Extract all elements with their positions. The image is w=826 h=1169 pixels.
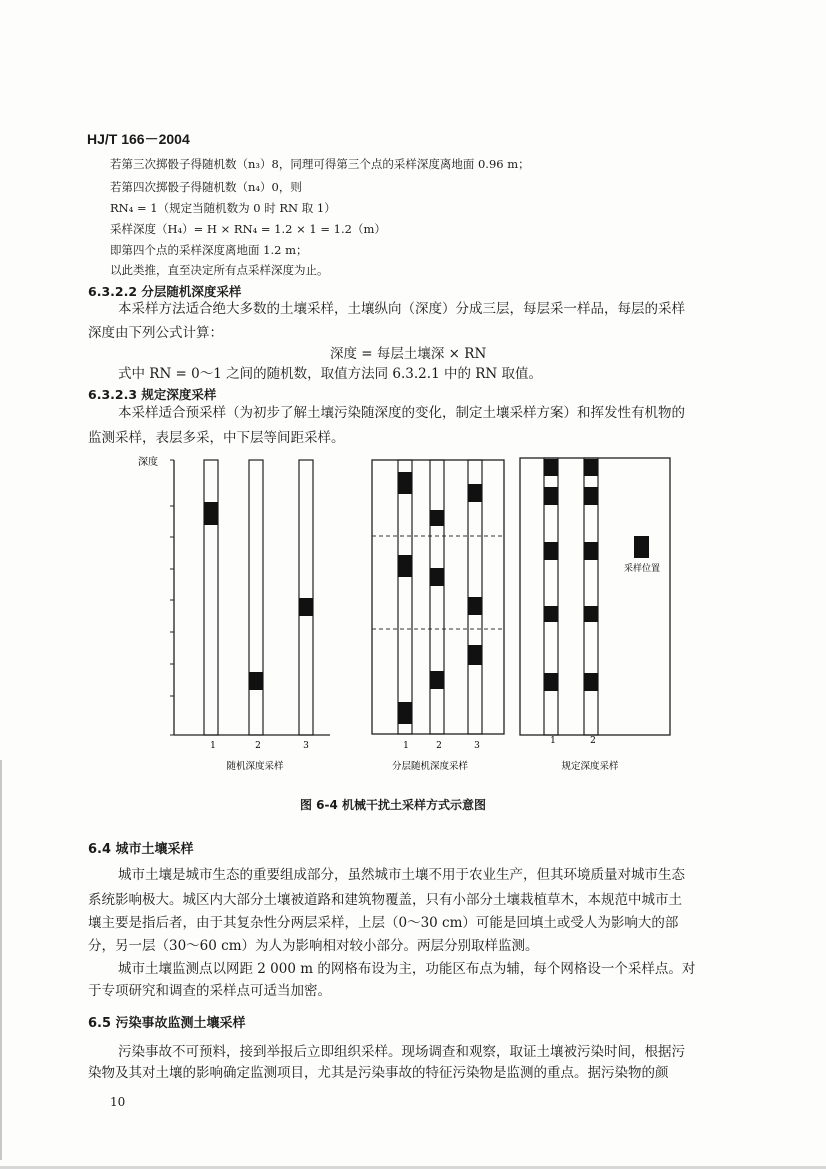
column-label: 3	[474, 741, 480, 751]
column-label: 1	[210, 741, 216, 751]
text-line: 以此类推，直至决定所有点采样深度为止。	[110, 263, 329, 277]
column-label: 2	[436, 741, 442, 751]
panel-label: 规定深度采样	[561, 761, 619, 772]
paragraph-line: 系统影响极大。城区内大部分土壤被道路和建筑物覆盖，只有小部分土壤栽植草木，本规范中城市土	[88, 892, 682, 908]
text-line: 若第三次掷骰子得随机数（n₃）8，同理可得第三个点的采样深度离地面 0.96 m；	[110, 157, 530, 171]
soil-column-1	[398, 460, 412, 734]
paragraph-line: 于专项研究和调查的采样点可适当加密。	[88, 983, 331, 999]
sample-marker	[204, 502, 218, 525]
sample-marker	[430, 510, 444, 526]
sample-marker	[544, 606, 558, 622]
sample-marker	[544, 673, 558, 691]
paragraph-line: 染物及其对土壤的影响确定监测项目，尤其是污染事故的特征污染物是监测的重点。据污染物的颜	[88, 1065, 669, 1081]
sample-marker	[584, 542, 598, 560]
column-label: 1	[403, 741, 409, 751]
text-line: 即第四个点的采样深度离地面 1.2 m；	[110, 243, 308, 257]
formula-note: 式中 RN = 0～1 之间的随机数，取值方法同 6.3.2.1 中的 RN 取值。	[118, 366, 543, 382]
text-line: RN₄ = 1（规定当随机数为 0 时 RN 取 1）	[110, 201, 336, 215]
section-heading-6322: 6.3.2.2 分层随机深度采样	[88, 284, 242, 299]
sample-marker	[398, 555, 412, 577]
legend-label: 采样位置	[623, 564, 661, 574]
column-label: 2	[590, 736, 596, 746]
panel-frame	[372, 460, 504, 734]
soil-column-3	[299, 460, 313, 735]
paragraph-line: 污染事故不可预料，接到举报后立即组织采样。现场调查和观察，取证土壤被污染时间，根据污	[118, 1044, 685, 1060]
section-heading-64: 6.4 城市土壤采样	[88, 842, 194, 857]
formula: 深度 = 每层土壤深 × RN	[330, 346, 487, 362]
panel-stratified-random	[372, 460, 504, 772]
figure-ylabel: 深度	[138, 457, 158, 468]
sample-marker	[468, 645, 482, 665]
paragraph-line: 城市土壤监测点以网距 2 000 m 的网格布设为主，功能区布点为辅，每个网格设一个采样点。对	[118, 961, 696, 977]
panel-random-depth	[170, 460, 330, 772]
paragraph-line: 深度由下列公式计算：	[88, 325, 223, 341]
paragraph-line: 本采样适合预采样（为初步了解土壤污染随深度的变化，制定土壤采样方案）和挥发性有机物的	[118, 405, 685, 421]
sample-marker	[430, 568, 444, 586]
figure-caption: 图 6-4 机械干扰土采样方式示意图	[300, 798, 487, 812]
sample-marker	[299, 598, 313, 616]
sample-marker	[468, 484, 482, 502]
sample-marker	[584, 487, 598, 505]
sample-marker	[544, 459, 558, 476]
sample-marker	[249, 672, 263, 690]
sample-marker	[584, 673, 598, 691]
paragraph-line: 城市土壤是城市生态的重要组成部分，虽然城市土壤不用于农业生产，但其环境质量对城市生态	[118, 867, 685, 883]
panel-label: 分层随机深度采样	[391, 761, 469, 772]
text-line: 若第四次掷骰子得随机数（n₄）0，则	[110, 180, 302, 194]
paragraph-line: 分，另一层（30～60 cm）为人为影响相对较小部分。两层分别取样监测。	[88, 938, 539, 954]
column-label: 1	[550, 736, 556, 746]
sample-marker	[544, 542, 558, 560]
soil-column-2	[430, 460, 444, 734]
legend-swatch	[634, 536, 649, 558]
paragraph-line: 壤主要是指后者，由于其复杂性分两层采样，上层（0～30 cm）可能是回填土或受人为影响大的部	[88, 915, 679, 931]
sample-marker	[584, 459, 598, 476]
page-number: 10	[110, 1095, 126, 1109]
soil-column-1	[204, 460, 218, 735]
column-label: 3	[303, 741, 309, 751]
column-label: 2	[255, 741, 261, 751]
paragraph-line: 监测采样，表层多采，中下层等间距采样。	[88, 430, 345, 446]
panel-label: 随机深度采样	[226, 761, 284, 772]
sample-marker	[544, 487, 558, 505]
sample-marker	[398, 472, 412, 494]
sample-marker	[468, 597, 482, 615]
document-header: HJ/T 166－2004	[87, 131, 190, 147]
section-heading-6323: 6.3.2.3 规定深度采样	[88, 387, 217, 402]
paragraph-line: 本采样方法适合绝大多数的土壤采样，土壤纵向（深度）分成三层，每层采一样品，每层的采样	[118, 301, 685, 317]
soil-column-2	[249, 460, 263, 735]
sample-marker	[430, 671, 444, 689]
text-line: 采样深度（H₄）= H × RN₄ = 1.2 × 1 = 1.2（m）	[110, 222, 386, 236]
scan-edge	[0, 760, 2, 1160]
sample-marker	[398, 702, 412, 724]
panel-fixed-depth	[520, 458, 670, 772]
section-heading-65: 6.5 污染事故监测土壤采样	[88, 1016, 246, 1031]
sampling-figure	[130, 450, 690, 780]
sample-marker	[584, 606, 598, 622]
